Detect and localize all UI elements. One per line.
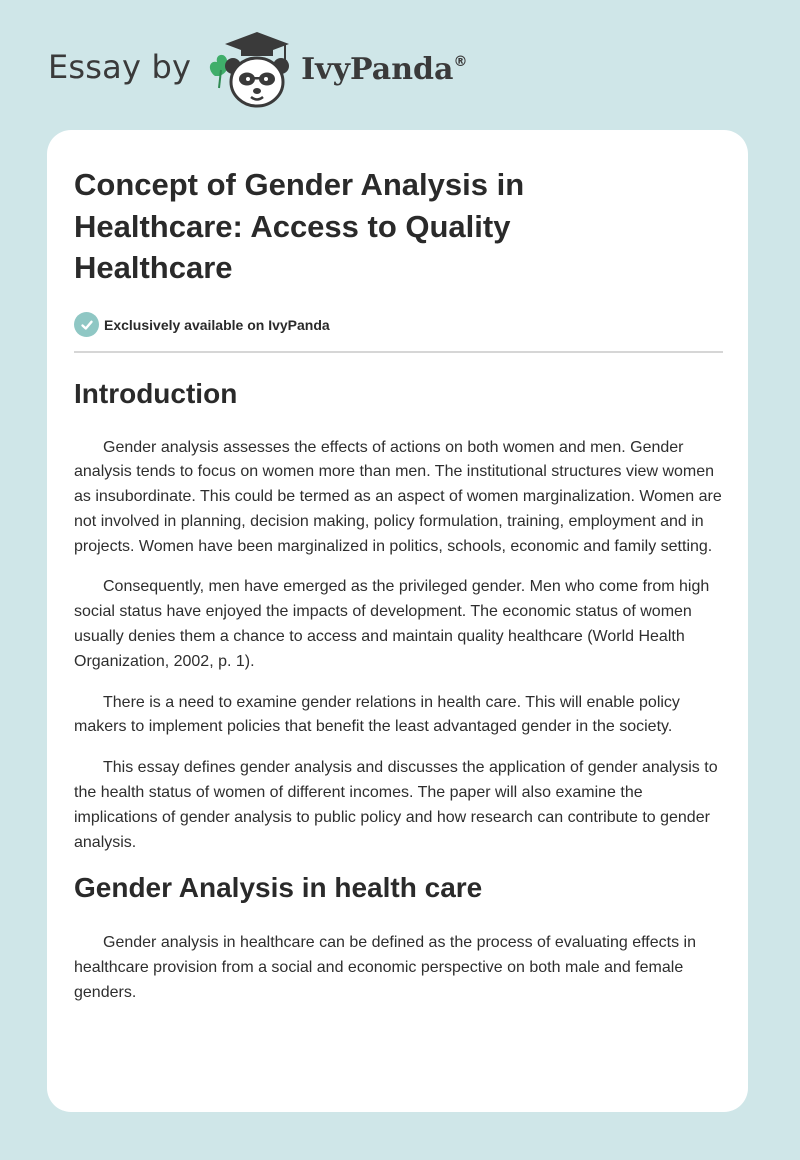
registered-mark: ®	[453, 53, 468, 70]
title-divider	[74, 351, 723, 353]
section-gender-analysis	[74, 869, 722, 1005]
exclusive-badge	[74, 311, 722, 339]
panda-graduate-logo-icon[interactable]	[205, 30, 297, 110]
essay-title: Concept of Gender Analysis in Healthcare: Access to Quality Healthcare	[74, 167, 525, 285]
paragraph: Gender analysis assesses the effects of actions on both women and men. Gender analysis tends to focus on women more than men. The institutional structures view women as insubordinate. This could be termed as an aspect of women marginalization. Women are not involved in planning, decision making, policy formulation, training, employment and in projects. Women have been marginalized in politics, schools, economic and family setting.	[74, 438, 722, 555]
exclusive-badge-label: Exclusively available on IvyPanda	[104, 316, 330, 333]
brand-text: IvyPanda	[301, 51, 454, 87]
check-circle-icon	[74, 312, 99, 337]
paragraph: This essay defines gender analysis and discusses the application of gender analysis to the health status of women of different incomes. The paper will also examine the implications of gender analysis to public policy and how research can contribute to gender analysis.	[74, 759, 718, 851]
brand-name[interactable]	[301, 52, 467, 87]
paragraph: There is a need to examine gender relations in health care. This will enable policy makers to implement policies that benefit the least advantaged gender in the society.	[74, 693, 680, 736]
section-heading: Introduction	[74, 377, 238, 409]
paragraph: Gender analysis in healthcare can be defined as the process of evaluating effects in healthcare provision from a social and economic perspective on both male and female genders.	[74, 934, 696, 1002]
section-heading: Gender Analysis in health care	[74, 872, 483, 904]
paragraph: Consequently, men have emerged as the privileged gender. Men who come from high social status have enjoyed the impacts of development. The economic status of women usually denies them a chance to access and maintain quality healthcare (World Health Organization, 2002, p. 1).	[74, 578, 710, 670]
site-header	[48, 30, 467, 110]
essay-card	[47, 130, 748, 1112]
section-introduction	[74, 375, 722, 856]
essay-by-label: Essay by	[48, 48, 192, 86]
